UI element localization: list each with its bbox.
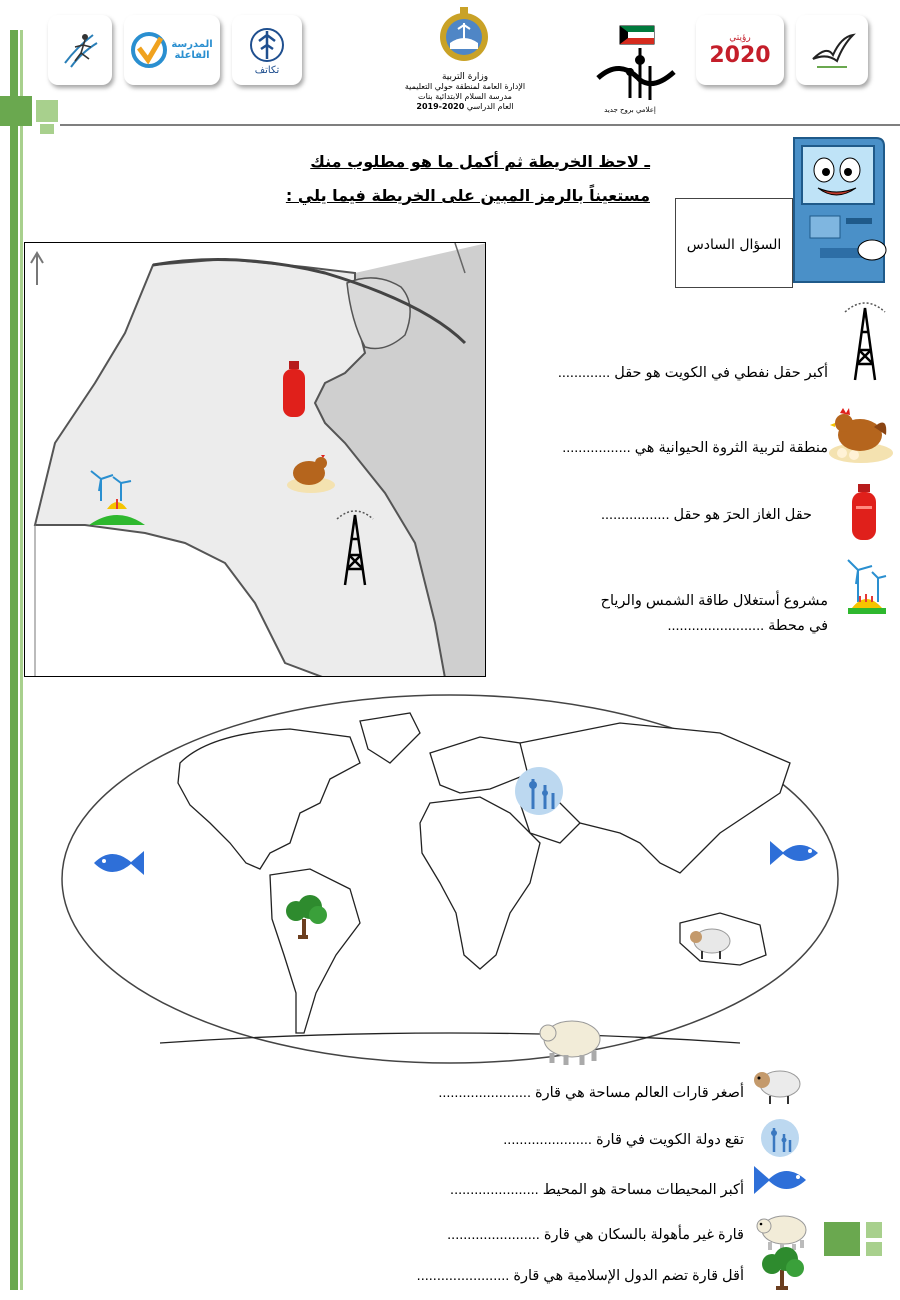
kuwait-question-4-text-2: في محطة	[768, 618, 828, 634]
world-question-1-text: أصغر قارات العالم مساحة هي قارة	[535, 1085, 744, 1101]
world-question-3-blank[interactable]: ......................	[450, 1182, 539, 1198]
kuwait-question-4	[601, 593, 828, 609]
tree-icon	[760, 1246, 806, 1290]
kuwait-map-drawing	[25, 243, 486, 677]
world-question-4	[447, 1227, 744, 1243]
frame-bar-left	[10, 30, 18, 1290]
bird-icon	[807, 25, 857, 75]
gas-cylinder-icon	[850, 484, 878, 542]
kuwait-towers-icon	[760, 1118, 800, 1158]
active-school-label: المدرسة الفاعلة	[171, 39, 213, 61]
runner-icon	[55, 25, 105, 75]
world-map	[60, 693, 840, 1065]
world-question-5-blank[interactable]: .......................	[416, 1268, 510, 1284]
logo-bird	[796, 15, 868, 85]
kuwait-emblem-icon	[434, 5, 494, 71]
world-polar-bear-icon	[540, 1021, 600, 1065]
question-label: السؤال السادس	[686, 237, 782, 253]
logo-vision-2020	[696, 15, 784, 85]
kuwait-question-4-line-2	[667, 618, 828, 634]
kuwait-towers-logo-icon	[590, 8, 680, 118]
world-question-4-blank[interactable]: .......................	[447, 1227, 540, 1243]
kuwait-question-2	[562, 440, 828, 456]
frame-square-br-1	[824, 1222, 860, 1256]
kuwait-question-1	[558, 365, 828, 381]
logo-takatof	[232, 15, 302, 85]
kuwait-question-3-text: حقل الغاز الحرَ هو حقل	[673, 507, 812, 523]
year-value: 2020-2019	[416, 102, 465, 111]
frame-square-tl-1	[0, 96, 32, 126]
world-question-5	[417, 1268, 744, 1284]
chicken-icon	[826, 405, 896, 465]
world-question-1-blank[interactable]: .......................	[438, 1085, 531, 1101]
vision-year: 2020	[709, 42, 771, 68]
world-question-3	[450, 1182, 744, 1198]
solar-wind-icon	[844, 556, 890, 616]
world-question-4-text: قارة غير مأهولة بالسكان هي قارة	[543, 1227, 744, 1243]
kuwait-question-3	[601, 507, 812, 523]
kuwait-question-2-text: منطقة لتربية الثروة الحيوانية هي	[634, 440, 828, 456]
world-question-1	[438, 1085, 744, 1101]
oil-rig-icon	[843, 300, 887, 384]
world-question-3-text: أكبر المحيطات مساحة هو المحيط	[542, 1182, 744, 1198]
world-kuwait-towers-icon	[515, 767, 563, 815]
ministry-name: وزارة التربية	[441, 72, 489, 82]
instruction-line-2: مستعيناً بالرمز المبين على الخريطة فيما يلي :	[285, 186, 650, 205]
fish-icon	[752, 1160, 810, 1200]
active-school-icon	[129, 30, 169, 70]
question-label-box	[675, 198, 793, 288]
school-name: مدرسة السلام الابتدائية بنات	[418, 92, 512, 101]
logo-runner	[48, 15, 112, 85]
kuwait-question-3-blank[interactable]: .................	[600, 507, 670, 523]
world-question-2	[503, 1132, 744, 1148]
logo-active-school	[124, 15, 220, 85]
takatof-label: تكاتف	[254, 64, 280, 76]
frame-square-br-2	[866, 1222, 882, 1238]
school-year	[385, 102, 545, 112]
takatof-icon	[249, 25, 285, 65]
frame-square-tl-2	[36, 100, 58, 122]
kuwait-question-1-blank[interactable]: .............	[557, 365, 611, 381]
kuwait-map	[24, 242, 486, 677]
kuwait-question-2-blank[interactable]: .................	[562, 440, 631, 456]
kuwait-question-4-text: مشروع أستغلال طاقة الشمس والرياح	[600, 593, 828, 609]
svg-text:إعلامي بروح جديد: إعلامي بروح جديد	[604, 106, 656, 114]
header-divider	[60, 124, 900, 126]
world-question-2-blank[interactable]: ......................	[503, 1132, 592, 1148]
frame-square-br-3	[866, 1242, 882, 1256]
header-ministry-text	[385, 72, 545, 112]
frame-square-tl-3	[40, 124, 54, 134]
vision-title: رؤيتي	[729, 32, 751, 43]
sheep-icon	[750, 1064, 804, 1106]
kuwait-question-1-text: أكبر حقل نفطي في الكويت هو حقل	[614, 365, 828, 381]
world-question-5-text: أقل قارة تضم الدول الإسلامية هي قارة	[513, 1268, 744, 1284]
directorate-name: الإدارة العامة لمنطقة حولي التعليمية	[404, 82, 526, 91]
year-label: العام الدراسي	[466, 102, 514, 111]
instruction-line-1: ـ لاحظ الخريطة ثم أكمل ما هو مطلوب منك	[310, 152, 650, 171]
world-question-2-text: تقع دولة الكويت في قارة	[595, 1132, 744, 1148]
frame-bar-left-inner	[20, 30, 23, 1290]
atm-mascot-icon	[780, 132, 890, 287]
kuwait-question-4-blank[interactable]: ........................	[667, 618, 765, 634]
